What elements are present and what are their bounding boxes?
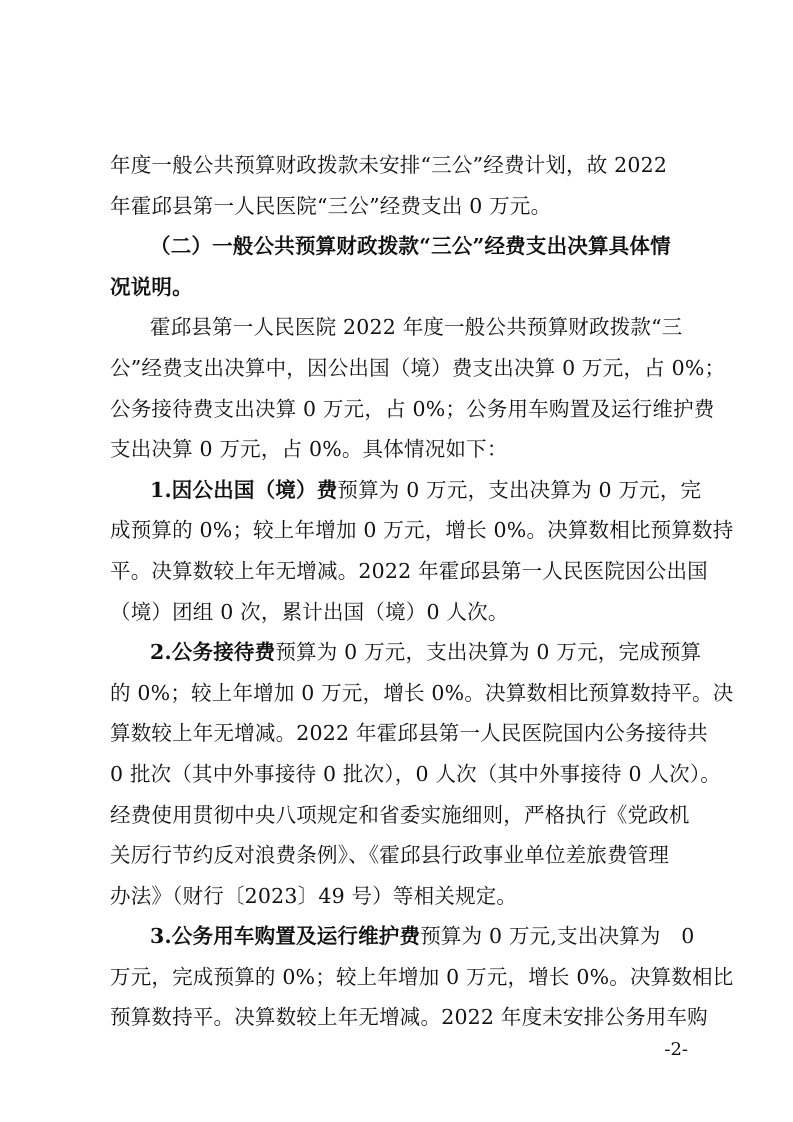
paragraph-line: 公务接待费支出决算 0 万元，占 0%；公务用车购置及运行维护费 [110, 396, 715, 421]
paragraph-line: 成预算的 0%；较上年增加 0 万元，增长 0%。决算数相比预算数持 [110, 518, 734, 543]
paragraph-line: （境）团组 0 次，累计出国（境）0 人次。 [110, 599, 509, 624]
paragraph-line: 年霍邱县第一人民医院“三公”经费支出 0 万元。 [110, 193, 552, 218]
paragraph-line: 万元，完成预算的 0%；较上年增加 0 万元，增长 0%。决算数相比 [110, 964, 734, 989]
paragraph-line [110, 632, 702, 673]
page-number: -2- [664, 1039, 688, 1060]
paragraph-line: 公”经费支出决算中，因公出国（境）费支出决算 0 万元，占 0%； [110, 355, 726, 380]
paragraph-line: 经费使用贯彻中央八项规定和省委实施细则，严格执行《党政机 [110, 802, 690, 827]
section-heading: （二）一般公共预算财政拨款“三公”经费支出决算具体情 [150, 234, 671, 259]
paragraph-line: 平。决算数较上年无增减。2022 年霍邱县第一人民医院因公出国 [110, 558, 708, 583]
paragraph-line: 霍邱县第一人民医院 2022 年度一般公共预算财政拨款“三 [150, 315, 683, 340]
document-page [110, 145, 734, 1038]
paragraph-line [110, 916, 696, 957]
paragraph-line: 关厉行节约反对浪费条例》、《霍邱县行政事业单位差旅费管理 [110, 843, 670, 868]
paragraph-line: 预算数持平。决算数较上年无增减。2022 年度未安排公务用车购 [110, 1005, 708, 1030]
paragraph-text: 预算为 0 万元,支出决算为 0 [420, 924, 695, 949]
paragraph-line: 的 0%；较上年增加 0 万元，增长 0%。决算数相比预算数持平。决 [110, 680, 734, 705]
section-heading: 况说明。 [110, 274, 193, 299]
paragraph-line: 0 批次（其中外事接待 0 批次），0 人次（其中外事接待 0 人次）。 [110, 761, 721, 786]
paragraph-line: 办法》（财行〔2023〕49 号）等相关规定。 [110, 883, 518, 908]
paragraph-line [110, 470, 702, 511]
item-heading: 3.公务用车购置及运行维护费 [150, 924, 421, 949]
paragraph-line: 年度一般公共预算财政拨款未安排“三公”经费计划，故 2022 [110, 153, 668, 177]
paragraph-line: 算数较上年无增减。2022 年霍邱县第一人民医院国内公务接待共 [110, 721, 708, 746]
item-heading: 1.因公出国（境）费 [150, 477, 338, 502]
paragraph-text: 预算为 0 万元，支出决算为 0 万元，完成预算 [275, 640, 702, 665]
paragraph-line: 支出决算 0 万元，占 0%。具体情况如下： [110, 437, 508, 462]
paragraph-text: 预算为 0 万元，支出决算为 0 万元，完 [337, 477, 702, 502]
item-heading: 2.公务接待费 [150, 640, 276, 665]
